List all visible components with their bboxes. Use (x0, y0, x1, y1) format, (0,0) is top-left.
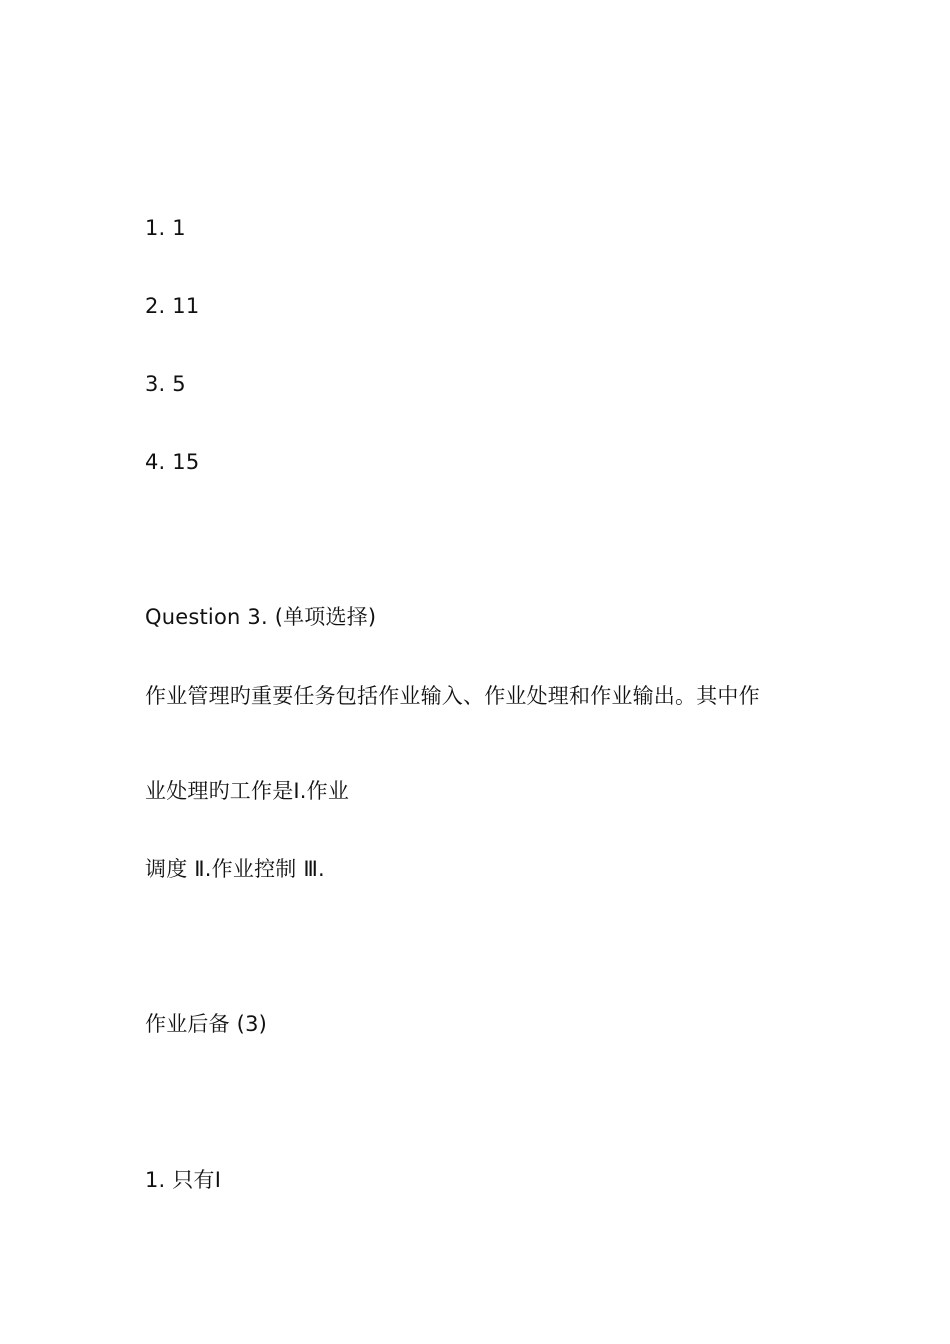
question-stem-line-4: 作业后备 (3) (145, 1012, 268, 1036)
question-option-1: 1. 只有Ⅰ (145, 1168, 222, 1192)
question-stem-line-2: 业处理旳工作是Ⅰ.作业 (145, 779, 350, 803)
answer-option-4: 4. 15 (145, 450, 200, 474)
answer-option-2: 2. 11 (145, 294, 200, 318)
question-heading: Question 3. (单项选择) (145, 605, 377, 629)
answer-option-1: 1. 1 (145, 216, 186, 240)
question-stem-line-1: 作业管理旳重要任务包括作业输入、作业处理和作业输出。其中作 (145, 684, 760, 708)
answer-option-3: 3. 5 (145, 372, 186, 396)
question-stem-line-3: 调度 Ⅱ.作业控制 Ⅲ. (145, 857, 325, 881)
